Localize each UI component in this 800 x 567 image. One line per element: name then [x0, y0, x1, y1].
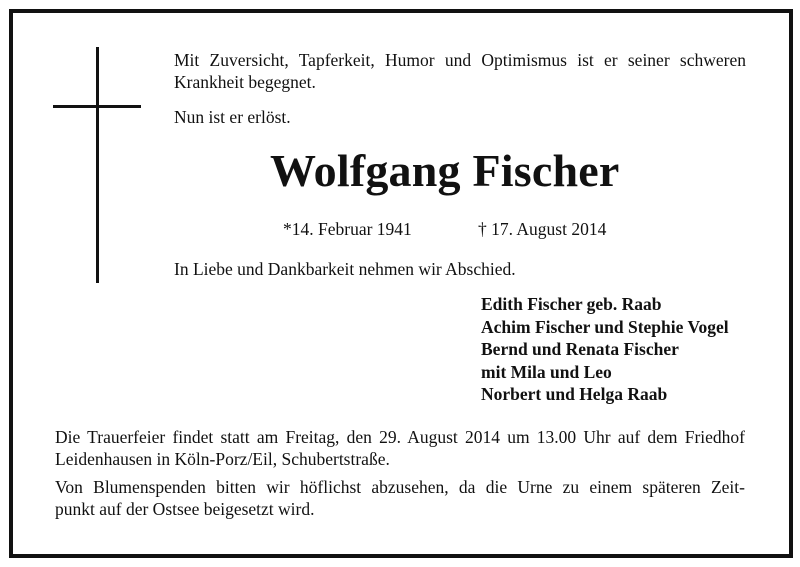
mourner-entry: Norbert und Helga Raab [481, 384, 668, 404]
mourner-entry: Edith Fischer geb. Raab [481, 294, 662, 314]
relief-text: Nun ist er erlöst. [174, 107, 291, 127]
mourner-entry: Bernd und Renata Fischer [481, 339, 679, 359]
mourners-list [481, 293, 729, 406]
mourner-entry: mit Mila und Leo [481, 361, 612, 382]
farewell-text: In Liebe und Dankbarkeit nehmen wir Abschied. [174, 259, 516, 279]
birth-date: *14. Februar 1941 [283, 219, 412, 239]
funeral-service-text [55, 426, 745, 470]
death-date: † 17. August 2014 [478, 219, 607, 239]
cross-horizontal-bar [53, 105, 141, 108]
flowers-line-2: punkt auf der Ostsee beigesetzt wird. [55, 499, 315, 519]
cross-vertical-bar [96, 47, 99, 283]
service-line-1: Die Trauerfeier findet statt am Freitag, den 29. August 2014 um 13.00 Uhr auf dem Friedhof [55, 427, 745, 447]
intro-text [174, 49, 746, 93]
flowers-line-1: Von Blumenspenden bitten wir höflichst abzusehen, da die Urne zu einem späteren Zeit- [55, 477, 745, 497]
flowers-request-text [55, 476, 745, 520]
mourner-entry: Achim Fischer und Stephie Vogel [481, 316, 729, 337]
intro-line-2: Krankheit begegnet. [174, 72, 316, 92]
intro-line-1: Mit Zuversicht, Tapferkeit, Humor und Optimismus ist er seiner schweren [174, 50, 746, 70]
deceased-name: Wolfgang Fischer [270, 145, 620, 196]
service-line-2: Leidenhausen in Köln-Porz/Eil, Schubertstraße. [55, 449, 390, 469]
